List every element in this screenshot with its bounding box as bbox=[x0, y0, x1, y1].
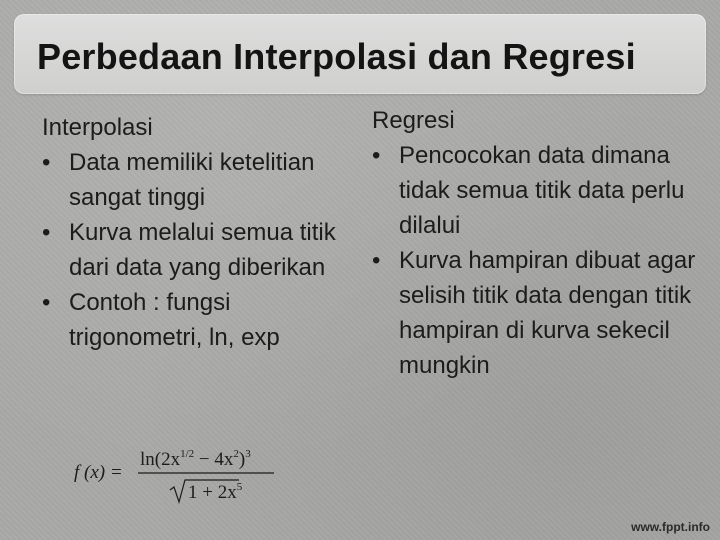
numerator-exp3: 3 bbox=[245, 448, 251, 460]
formula bbox=[74, 440, 314, 510]
list-item bbox=[372, 138, 702, 243]
watermark: www.fppt.info bbox=[631, 520, 710, 534]
list-item-text: Kurva hampiran dibuat agar selisih titik data dengan titik hampiran di kurva sekecil mungkin bbox=[399, 247, 696, 379]
numerator-exp1: 1/2 bbox=[180, 448, 195, 460]
interpolasi-column bbox=[42, 110, 362, 355]
bullet-icon: • bbox=[42, 289, 51, 316]
bullet-icon: • bbox=[372, 247, 381, 274]
numerator-exp2: 2 bbox=[233, 448, 239, 460]
list-item-text: Contoh : fungsi trigonometri, ln, exp bbox=[69, 289, 280, 351]
regresi-list bbox=[372, 138, 702, 383]
numerator-mid: − 4x bbox=[194, 449, 234, 470]
denominator-exp: 5 bbox=[236, 481, 243, 493]
denominator-part: 1 + 2x bbox=[188, 482, 237, 503]
list-item bbox=[42, 145, 362, 215]
bullet-icon: • bbox=[42, 219, 51, 246]
formula-numerator bbox=[140, 448, 251, 470]
numerator-close: ) bbox=[238, 449, 246, 470]
regresi-column bbox=[372, 103, 702, 383]
interpolasi-heading: Interpolasi bbox=[42, 114, 153, 141]
list-item bbox=[42, 285, 362, 355]
regresi-heading: Regresi bbox=[372, 107, 455, 134]
list-item-text: Kurva melalui semua titik dari data yang diberikan bbox=[69, 219, 336, 281]
formula-denominator bbox=[188, 481, 243, 503]
list-item-text: Data memiliki ketelitian sangat tinggi bbox=[69, 149, 315, 211]
formula-lhs: f (x) = bbox=[74, 462, 123, 483]
slide-title: Perbedaan Interpolasi dan Regresi bbox=[37, 36, 636, 77]
numerator-part: ln(2x bbox=[140, 449, 181, 470]
list-item bbox=[372, 243, 702, 383]
list-item-text: Pencocokan data dimana tidak semua titik data perlu dilalui bbox=[399, 142, 685, 239]
interpolasi-list bbox=[42, 145, 362, 355]
bullet-icon: • bbox=[372, 142, 381, 169]
formula-graphic bbox=[74, 440, 314, 510]
bullet-icon: • bbox=[42, 149, 51, 176]
list-item bbox=[42, 215, 362, 285]
